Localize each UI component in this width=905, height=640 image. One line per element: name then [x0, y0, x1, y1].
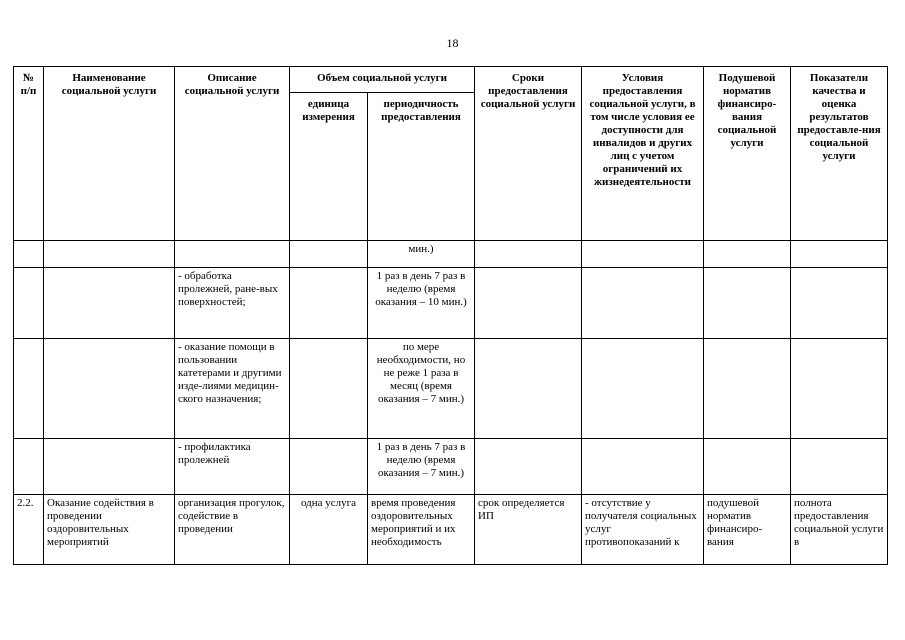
header-conditions: Условия предоставления социальной услуги, в том числе условия ее доступности для инвалидов и других лиц с учетом ограничений их жизнедеятельности: [582, 67, 704, 241]
cell-conditions: [582, 439, 704, 495]
cell-periodicity: по мере необходимости, но не реже 1 раза в месяц (время оказания – 7 мин.): [368, 339, 475, 439]
cell-quality: [791, 268, 888, 339]
cell-name: [44, 241, 175, 268]
cell-name: [44, 339, 175, 439]
header-volume: Объем социальной услуги: [290, 67, 475, 93]
cell-terms: [475, 439, 582, 495]
header-periodicity: периодичность предоставления: [368, 93, 475, 241]
cell-quality: [791, 439, 888, 495]
table-row: [14, 339, 888, 439]
cell-num: [14, 339, 44, 439]
page-number: 18: [446, 36, 459, 50]
cell-description: - профилактика пролежней: [175, 439, 290, 495]
header-unit: единица измерения: [290, 93, 368, 241]
header-norm: Подушевой норматив финансиро-вания социальной услуги: [704, 67, 791, 241]
header-terms: Сроки предоставления социальной услуги: [475, 67, 582, 241]
cell-description: [175, 241, 290, 268]
cell-periodicity: 1 раз в день 7 раз в неделю (время оказания – 7 мин.): [368, 439, 475, 495]
cell-terms: [475, 339, 582, 439]
cell-conditions: - отсутствие у получателя социальных услуг противопоказаний к: [582, 495, 704, 565]
cell-quality: полнота предоставления социальной услуги в: [791, 495, 888, 565]
cell-num: [14, 241, 44, 268]
cell-num: [14, 268, 44, 339]
cell-terms: срок определяется ИП: [475, 495, 582, 565]
header-description: Описание социальной услуги: [175, 67, 290, 241]
header-row: [14, 67, 888, 93]
cell-terms: [475, 268, 582, 339]
header-quality: Показатели качества и оценка результатов предоставле-ния социальной услуги: [791, 67, 888, 241]
cell-num: 2.2.: [14, 495, 44, 565]
table-row: [14, 241, 888, 268]
cell-norm: подушевой норматив финансиро-вания: [704, 495, 791, 565]
cell-name: Оказание содействия в проведении оздоровительных мероприятий: [44, 495, 175, 565]
cell-conditions: [582, 241, 704, 268]
cell-unit: одна услуга: [290, 495, 368, 565]
cell-terms: [475, 241, 582, 268]
cell-unit: [290, 268, 368, 339]
cell-name: [44, 268, 175, 339]
cell-unit: [290, 241, 368, 268]
social-services-table: [13, 66, 888, 565]
cell-quality: [791, 241, 888, 268]
cell-quality: [791, 339, 888, 439]
cell-conditions: [582, 339, 704, 439]
cell-unit: [290, 339, 368, 439]
cell-name: [44, 439, 175, 495]
cell-norm: [704, 439, 791, 495]
table-row: [14, 495, 888, 565]
cell-norm: [704, 339, 791, 439]
cell-description: организация прогулок, содействие в проведении: [175, 495, 290, 565]
cell-periodicity: мин.): [368, 241, 475, 268]
cell-num: [14, 439, 44, 495]
cell-description: - обработка пролежней, ране-вых поверхностей;: [175, 268, 290, 339]
cell-unit: [290, 439, 368, 495]
cell-norm: [704, 241, 791, 268]
table-row: [14, 439, 888, 495]
table-row: [14, 268, 888, 339]
header-num: № п/п: [14, 67, 44, 241]
cell-periodicity: 1 раз в день 7 раз в неделю (время оказания – 10 мин.): [368, 268, 475, 339]
header-name: Наименование социальной услуги: [44, 67, 175, 241]
cell-description: - оказание помощи в пользовании катетерами и другими изде-лиями медицин-ского назначения;: [175, 339, 290, 439]
cell-conditions: [582, 268, 704, 339]
cell-norm: [704, 268, 791, 339]
cell-periodicity: время проведения оздоровительных мероприятий и их необходимость: [368, 495, 475, 565]
